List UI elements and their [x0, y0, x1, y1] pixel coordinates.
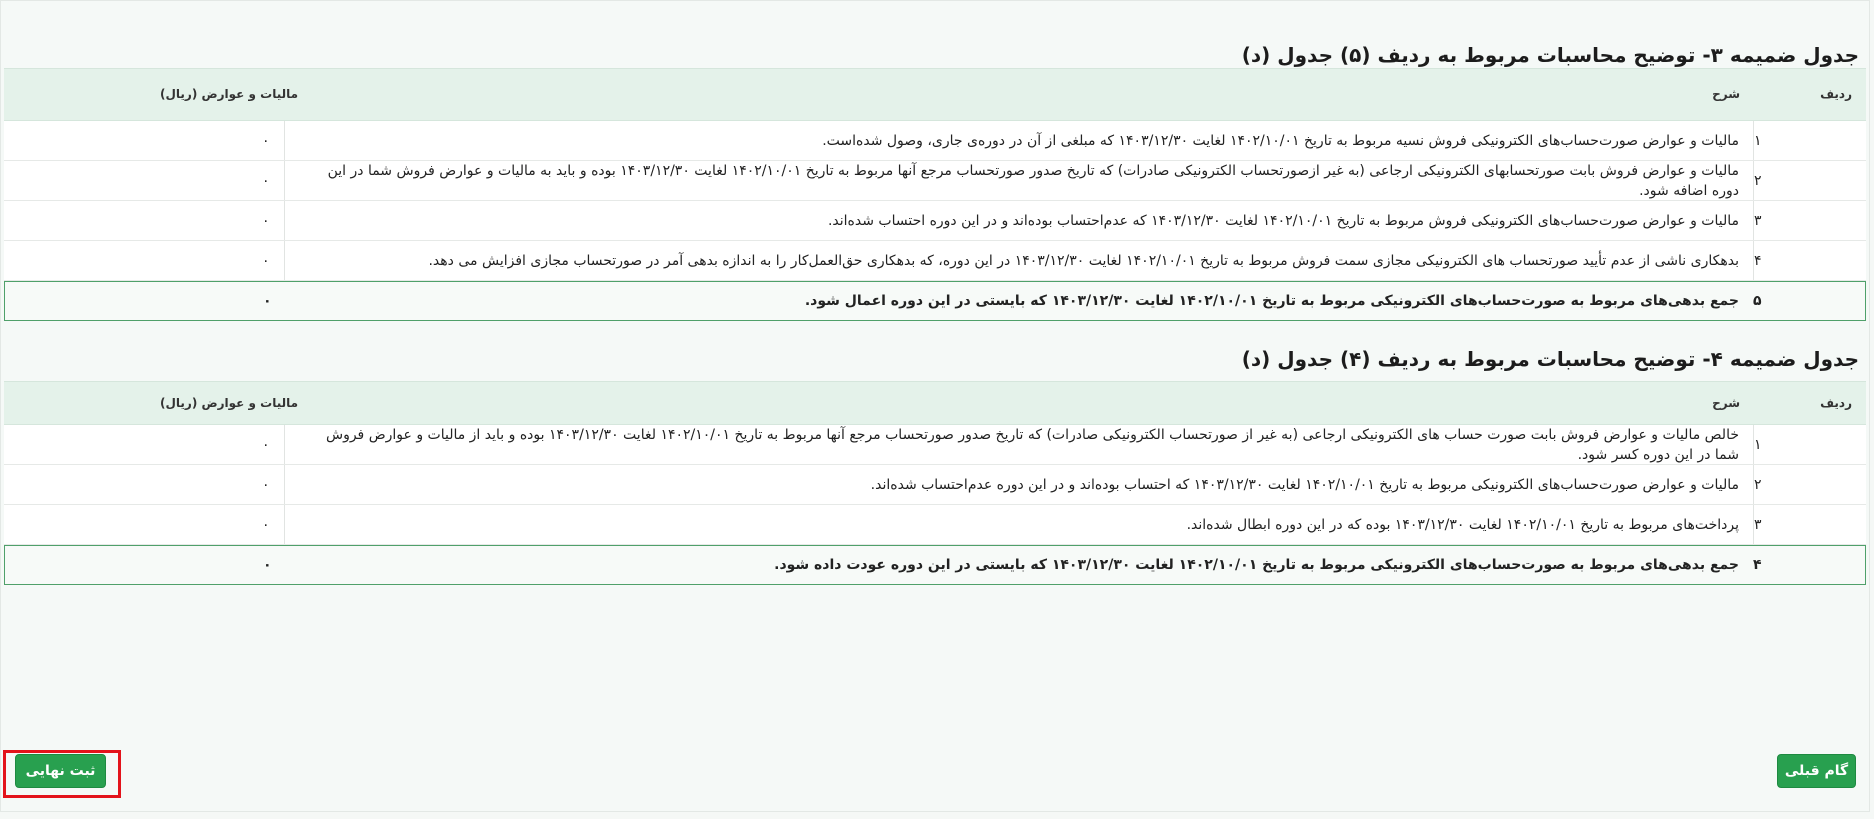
row-description: مالیات و عوارض صورت‌حساب‌های الکترونیکی فروش مربوط به تاریخ ۱۴۰۲/۱۰/۰۱ لغایت ۱۴۰۳/۱۲/۳۰ که عدم‌احتساب بوده‌اند و در این دوره احتساب شده‌اند. [284, 201, 1754, 240]
row-number: ۱ [1754, 132, 1762, 149]
row-amount: ۰ [262, 132, 270, 149]
annex4-title: جدول ضمیمه ۴- توضیح محاسبات مربوط به ردیف (۴) جدول (د) [1241, 347, 1859, 371]
row-amount: ۰ [263, 557, 272, 573]
row-description: جمع بدهی‌های مربوط به صورت‌حساب‌های الکترونیکی مربوط به تاریخ ۱۴۰۲/۱۰/۰۱ لغایت ۱۴۰۳/۱۲/۳۰ که بایستی در این دوره اعمال شود. [804, 293, 1739, 309]
row-number: ۳ [1754, 516, 1762, 533]
annex3-table-header [4, 68, 1866, 121]
header-sharh: شرح [1712, 396, 1740, 410]
annex4-table-header [4, 381, 1866, 425]
row-number: ۳ [1754, 212, 1762, 229]
annex3-table [4, 68, 1866, 321]
submit-final-button[interactable]: ثبت نهایی [15, 754, 106, 788]
row-description: بدهکاری ناشی از عدم تأیید صورتحساب های الکترونیکی مجازی سمت فروش مربوط به تاریخ ۱۴۰۲/۱۰/۰۱ لغایت ۱۴۰۳/۱۲/۳۰ در این دوره، که بدهکاری حق‌العمل‌کار را به اندازه بدهی آمر در صورتحساب مجازی افزایش می دهد. [284, 241, 1754, 280]
table-row [4, 201, 1866, 241]
row-number: ۴ [1753, 557, 1762, 573]
row-description: جمع بدهی‌های مربوط به صورت‌حساب‌های الکترونیکی مربوط به تاریخ ۱۴۰۲/۱۰/۰۱ لغایت ۱۴۰۳/۱۲/۳۰ که بایستی در این دوره عودت داده شود. [774, 557, 1739, 573]
table-row [4, 121, 1866, 161]
row-number: ۴ [1754, 252, 1762, 269]
row-number: ۲ [1754, 476, 1762, 493]
table-row [4, 465, 1866, 505]
header-radif: ردیف [1820, 396, 1852, 410]
table-row [4, 425, 1866, 465]
header-mablagh: مالیات و عوارض (ریال) [160, 87, 299, 101]
row-number: ۱ [1754, 436, 1762, 453]
row-amount: ۰ [262, 252, 270, 269]
row-description: مالیات و عوارض صورت‌حساب‌های الکترونیکی مربوط به تاریخ ۱۴۰۲/۱۰/۰۱ لغایت ۱۴۰۳/۱۲/۳۰ که احتساب بوده‌اند و در این دوره عدم‌احتساب شده‌اند. [284, 465, 1754, 504]
row-description: مالیات و عوارض صورت‌حساب‌های الکترونیکی فروش نسیه مربوط به تاریخ ۱۴۰۲/۱۰/۰۱ لغایت ۱۴۰۳/۱۲/۳۰ که مبلغی از آن در دوره‌ی جاری، وصول شده‌است. [284, 121, 1754, 160]
table-row [4, 505, 1866, 545]
row-amount: ۰ [262, 476, 270, 493]
header-sharh: شرح [1712, 87, 1740, 101]
row-number: ۵ [1753, 293, 1762, 309]
row-number: ۲ [1754, 172, 1762, 189]
row-amount: ۰ [262, 212, 270, 229]
annex3-title: جدول ضمیمه ۳- توضیح محاسبات مربوط به ردیف (۵) جدول (د) [1241, 43, 1859, 67]
row-description: پرداخت‌های مربوط به تاریخ ۱۴۰۲/۱۰/۰۱ لغایت ۱۴۰۳/۱۲/۳۰ بوده که در این دوره ابطال شده‌اند. [284, 505, 1754, 544]
table-row [4, 241, 1866, 281]
header-mablagh: مالیات و عوارض (ریال) [160, 396, 299, 410]
annex4-table [4, 381, 1866, 585]
row-amount: ۰ [263, 293, 272, 309]
header-radif: ردیف [1820, 87, 1852, 101]
row-amount: ۰ [262, 516, 270, 533]
total-row [4, 281, 1866, 321]
total-row [4, 545, 1866, 585]
row-amount: ۰ [262, 436, 270, 453]
row-description: خالص مالیات و عوارض فروش بابت صورت حساب های الکترونیکی ارجاعی (به غیر از صورتحساب الکترونیکی صادرات) که تاریخ صدور صورتحساب مرجع آنها مربوط به تاریخ ۱۴۰۲/۱۰/۰۱ لغایت ۱۴۰۳/۱۲/۳۰ بوده و باید از مالیات و عوارض فروش شما در این دوره کسر شود. [284, 425, 1754, 464]
row-amount: ۰ [262, 172, 270, 189]
table-row [4, 161, 1866, 201]
row-description: مالیات و عوارض فروش بابت صورتحسابهای الکترونیکی ارجاعی (به غیر ازصورتحساب الکترونیکی صادرات) که تاریخ صدور صورتحساب مرجع آنها مربوط به تاریخ ۱۴۰۲/۱۰/۰۱ لغایت ۱۴۰۳/۱۲/۳۰ بوده و باید به مالیات و عوارض فروش شما در این دوره اضافه شود. [284, 161, 1754, 200]
previous-step-button[interactable]: گام قبلی [1777, 754, 1856, 788]
